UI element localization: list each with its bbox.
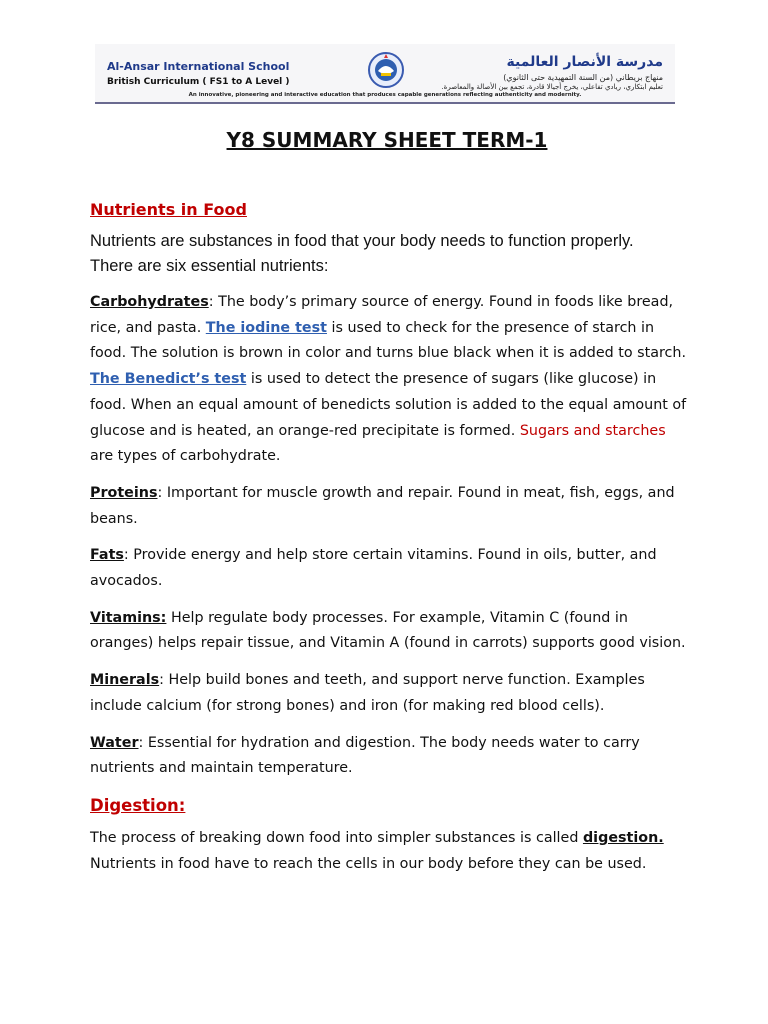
- carbs-text-3: is used to detect the presence of sugars (like glucose) in food. When an equal amount of benedicts solution is added to the equal amount of glucose and is heated, an orange-red precipitate is formed.: [90, 371, 687, 439]
- vitamins-paragraph: [90, 606, 690, 657]
- term-carbohydrates: Carbohydrates: [90, 294, 209, 310]
- iodine-test-link[interactable]: The iodine test: [205, 319, 327, 336]
- digestion-paragraph: [90, 826, 690, 877]
- school-arabic-block: [441, 54, 663, 91]
- school-name-en: Al-Ansar International School: [107, 60, 290, 73]
- term-water: Water: [90, 734, 139, 751]
- school-tagline: An innovative, pioneering and interactive education that produces capable generations reflecting authenticity and modernity.: [188, 92, 582, 98]
- minerals-paragraph: [90, 668, 690, 719]
- carbs-highlight: Sugars and starches: [519, 422, 666, 439]
- motto-ar: تعليم ابتكاري، ريادي تفاعلي، يخرج أجيالا قادرة، تجمع بين الأصالة والمعاصرة.: [441, 83, 663, 91]
- proteins-paragraph: [90, 481, 690, 532]
- carbs-text-1: : The body’s primary source of energy. Found in foods like bread, rice, and pasta.: [90, 294, 674, 336]
- benedicts-test-link[interactable]: The Benedict’s test: [90, 371, 247, 388]
- vitamins-text: Help regulate body processes. For example, Vitamin C (found in oranges) helps repair tissue, and Vitamin A (found in carrots) supports good vision.: [90, 609, 686, 652]
- school-english-block: [107, 60, 290, 87]
- fats-text: : Provide energy and help store certain vitamins. Found in oils, butter, and avocados.: [90, 547, 657, 590]
- school-header-banner: [95, 44, 675, 104]
- header-divider: [95, 102, 675, 104]
- term-vitamins: Vitamins:: [90, 609, 167, 626]
- digestion-text-2: Nutrients in food have to reach the cells in our body before they can be used.: [90, 855, 647, 872]
- water-text: : Essential for hydration and digestion. The body needs water to carry nutrients and maintain temperature.: [90, 734, 640, 777]
- curriculum-en: British Curriculum ( FS1 to A Level ): [107, 77, 290, 87]
- intro-line-1: Nutrients are substances in food that your body needs to function properly.: [90, 232, 634, 250]
- digestion-text-1: The process of breaking down food into simpler substances is called: [90, 829, 583, 846]
- water-paragraph: [90, 731, 690, 782]
- school-name-ar: مدرسة الأنصار العالمية: [506, 54, 663, 70]
- curriculum-ar: منهاج بريطاني (من السنة التمهيدية حتى الثانوي): [503, 73, 663, 82]
- document-body: [90, 128, 690, 877]
- school-logo-icon: [367, 51, 405, 89]
- term-digestion: digestion.: [582, 829, 664, 846]
- carbs-text-4: are types of carbohydrate.: [90, 448, 281, 465]
- term-minerals: Minerals: [90, 672, 160, 689]
- section-heading-nutrients: Nutrients in Food: [90, 200, 247, 219]
- term-proteins: Proteins: [90, 484, 158, 501]
- page-title: Y8 SUMMARY SHEET TERM-1: [226, 128, 548, 152]
- minerals-text: : Help build bones and teeth, and support nerve function. Examples include calcium (for strong bones) and iron (for making red blood cells).: [90, 672, 645, 714]
- intro-paragraph: [90, 229, 690, 279]
- carbohydrates-paragraph: [90, 290, 690, 470]
- fats-paragraph: [90, 543, 690, 594]
- carbs-text-2: is used to check for the presence of starch in food. The solution is brown in color and turns blue black when it is added to starch.: [90, 319, 687, 362]
- proteins-text: : Important for muscle growth and repair. Found in meat, fish, eggs, and beans.: [90, 484, 675, 527]
- section-heading-digestion: Digestion:: [90, 795, 186, 815]
- term-fats: Fats: [90, 547, 124, 564]
- intro-line-2: There are six essential nutrients:: [90, 257, 329, 275]
